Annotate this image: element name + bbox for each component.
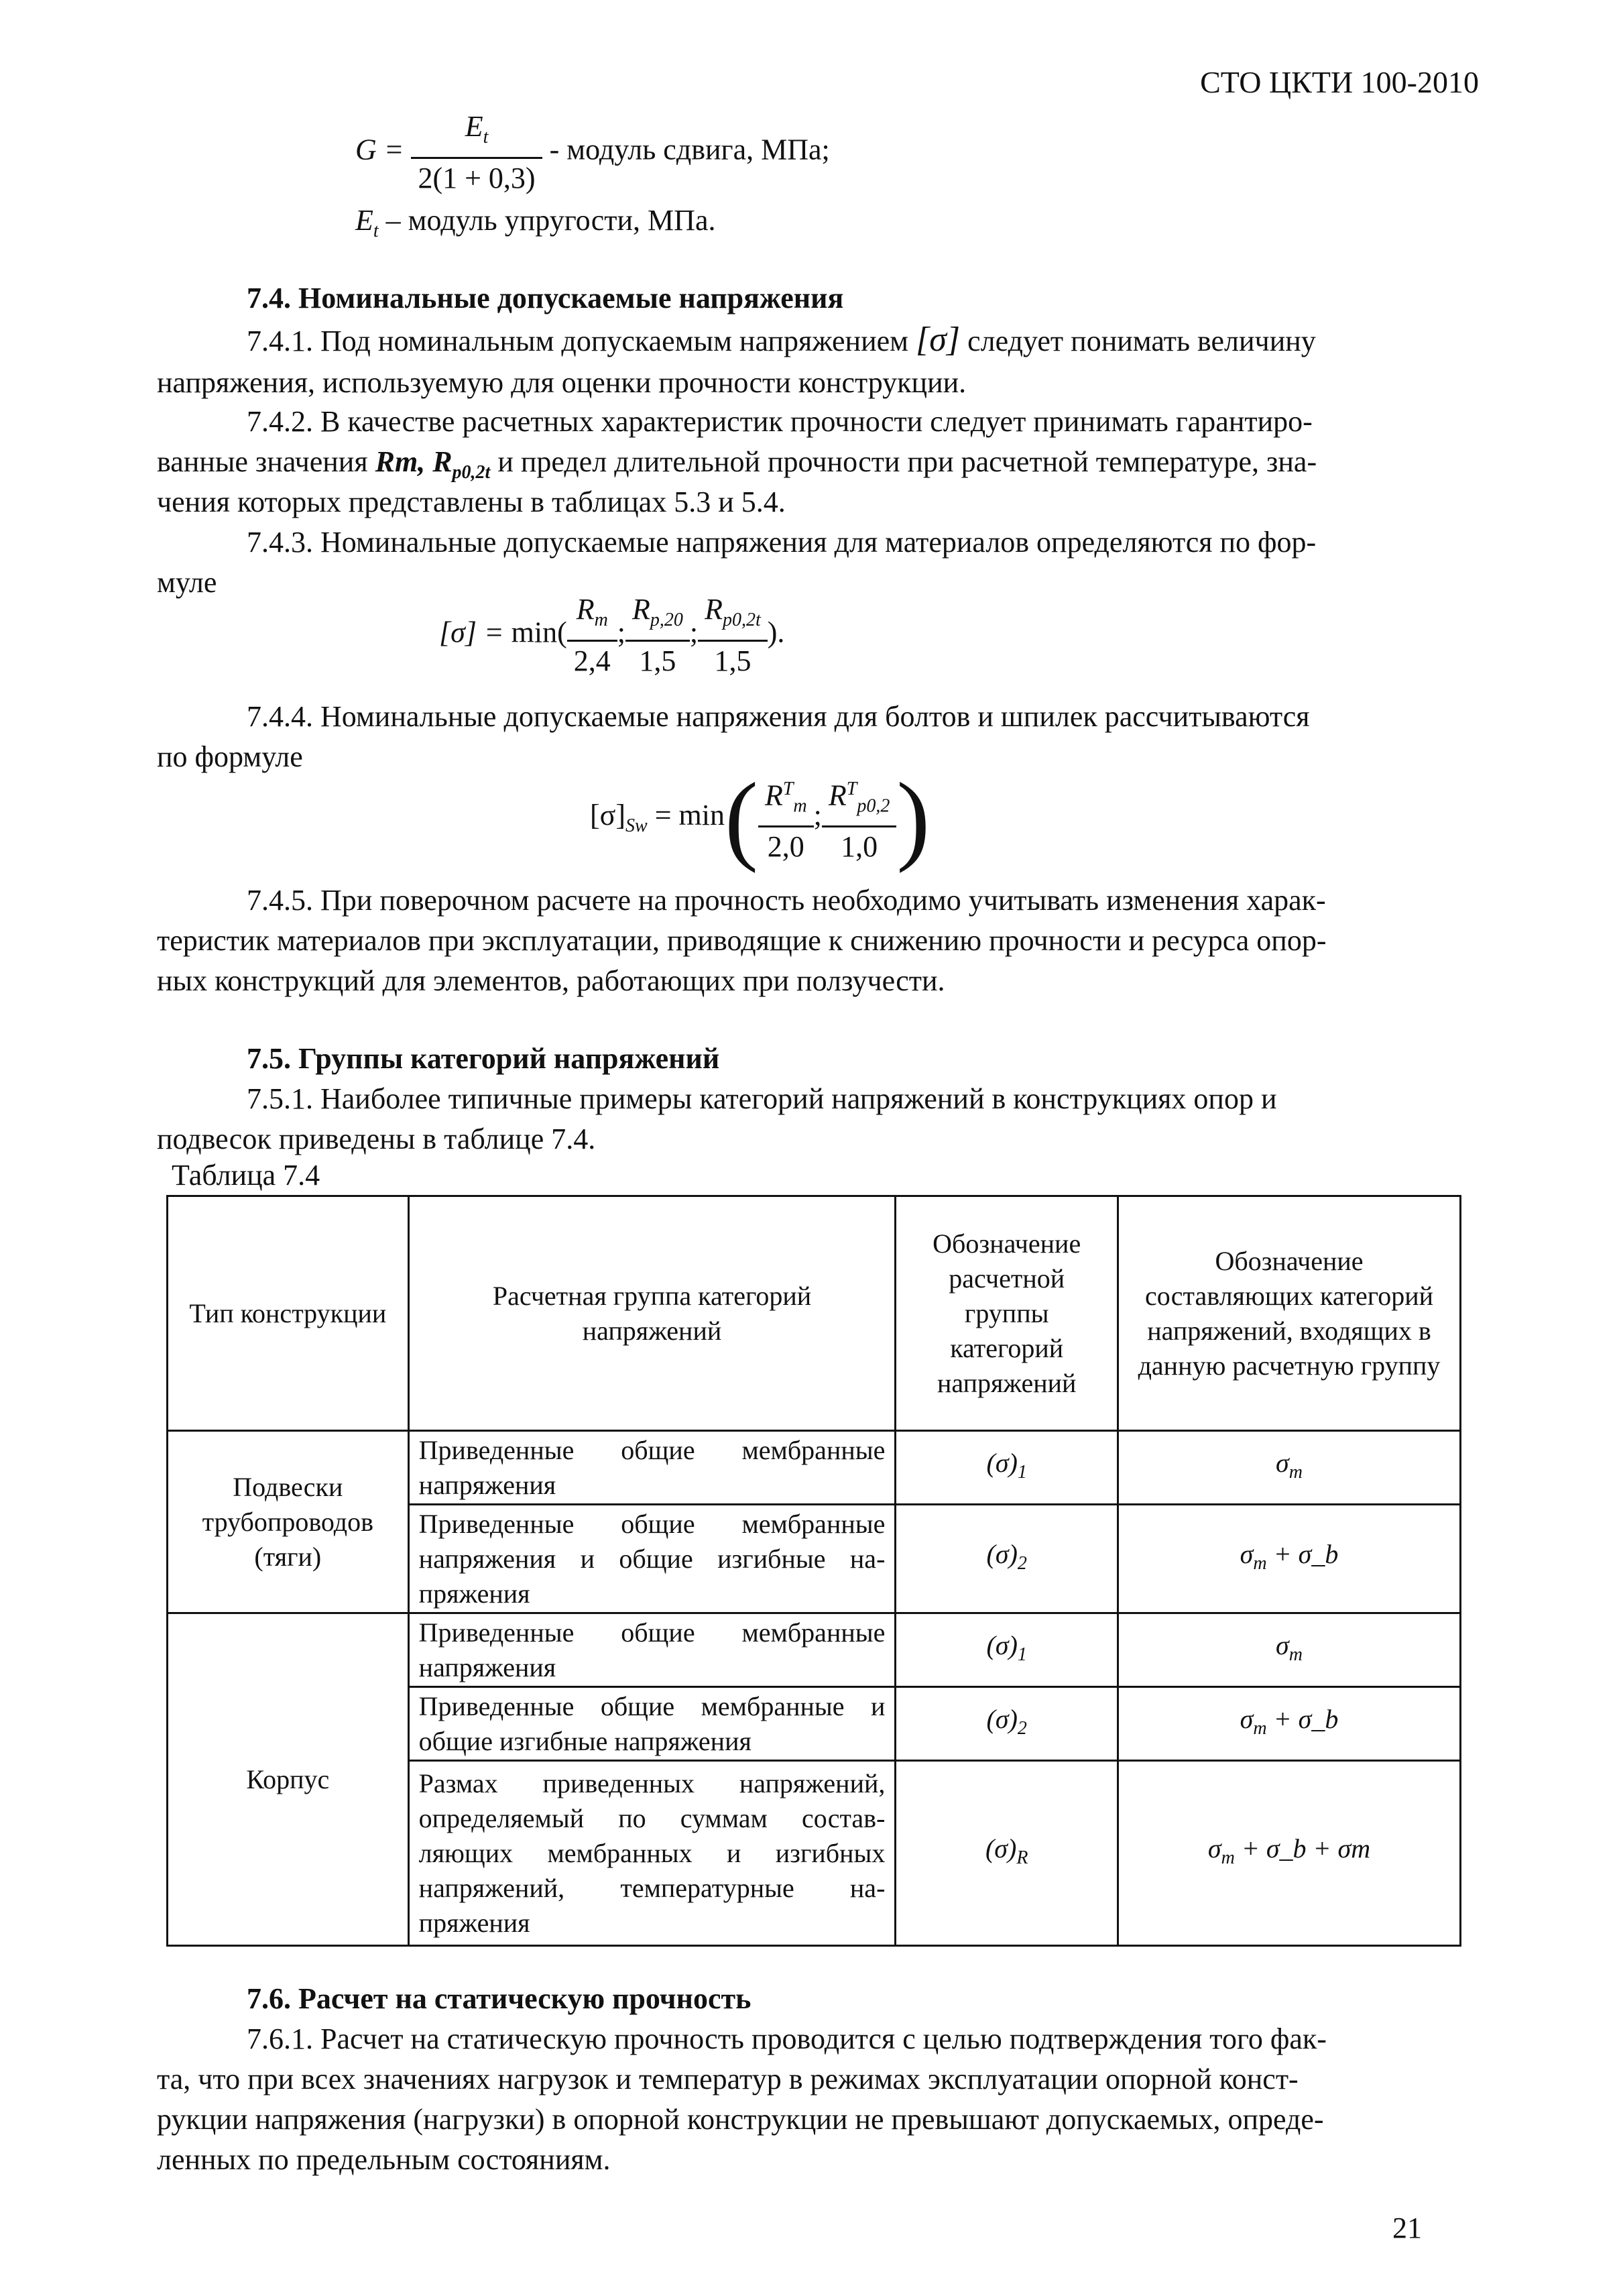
paragraph-7-4-5-cont: теристик материалов при эксплуатации, приводящие к снижению прочности и ресурса опор- bbox=[157, 924, 1327, 957]
paragraph-7-4-1-cont: напряжения, используемую для оценки прочности конструкции. bbox=[157, 366, 967, 399]
formula-bolt-allowable-stress: $[\sigma]_{Sw} = \min$( $\frac{R^T_m}{2,0}$ ; $\frac{R^T_{p0,2}}{1,0}$ ) bbox=[590, 762, 930, 874]
row-components: $\sigma_m$ bbox=[1118, 1613, 1461, 1687]
header-stress-group: Расчетная группа категорий напряжений bbox=[408, 1196, 896, 1431]
paragraph-7-5-1-cont: подвесок приведены в таблице 7.4. bbox=[157, 1123, 596, 1155]
row-description: Приведенные общие мембранные напряжения bbox=[408, 1613, 896, 1687]
group-hangers: Подвески трубопроводов (тяги) bbox=[168, 1431, 409, 1613]
fraction-rm: $\frac{R_m}{2,4}$ bbox=[567, 590, 617, 681]
fraction-rmT: $\frac{R^T_m}{2,0}$ bbox=[758, 770, 814, 866]
section-title-7-6: 7.6. Расчет на статическую прочность bbox=[247, 1982, 752, 2015]
row-description: Приведенные общие мембранные напряжения и общие изгибные на-пряжения bbox=[408, 1505, 896, 1613]
paragraph-7-6-1: 7.6.1. Расчет на статическую прочность проводится с целью подтверждения того фак- bbox=[247, 2022, 1327, 2055]
formula-elastic-modulus: $E_t$ – модуль упругости, МПа. bbox=[355, 204, 716, 241]
row-description: Размах приведенных напряжений, определяемый по суммам состав-ляющих мембранных и изгибных напряжений, температурные на-пряжения bbox=[408, 1761, 896, 1946]
paragraph-7-4-2-end: чения которых представлены в таблицах 5.3 и 5.4. bbox=[157, 485, 786, 518]
paragraph-7-6-1-c: рукции напряжения (нагрузки) в опорной конструкции не превышают допускаемых, опреде- bbox=[157, 2103, 1324, 2136]
table-row bbox=[168, 1613, 1461, 1687]
row-symbol: $(\sigma)_2$ bbox=[896, 1505, 1118, 1613]
section-title-7-5: 7.5. Группы категорий напряжений bbox=[247, 1042, 720, 1075]
allowable-stress-symbol: [σ] bbox=[916, 321, 961, 359]
row-components: $\sigma_m$ + σ_b bbox=[1118, 1505, 1461, 1613]
paragraph-7-4-5: 7.4.5. При поверочном расчете на прочность необходимо учитывать изменения харак- bbox=[247, 884, 1326, 917]
paragraph-7-4-2-cont: ванные значения Rm, $R_{p0,2t}$ и предел длительной прочности при расчетной температуре, зна- bbox=[157, 445, 1317, 483]
paragraph-7-4-5-end: ных конструкций для элементов, работающих при ползучести. bbox=[157, 964, 945, 997]
fraction-rp02t: $\frac{R_{p0,2t}}{1,5}$ bbox=[698, 590, 768, 681]
paragraph-7-5-1: 7.5.1. Наиболее типичные примеры категорий напряжений в конструкциях опор и bbox=[247, 1082, 1277, 1115]
stress-category-table bbox=[166, 1195, 1461, 1947]
header-components: Обозначение составляющих категорий напряжений, входящих в данную расчетную группу bbox=[1118, 1196, 1461, 1431]
row-symbol: $(\sigma)_1$ bbox=[896, 1431, 1118, 1505]
paragraph-7-6-1-d: ленных по предельным состояниям. bbox=[157, 2143, 611, 2176]
row-components: $\sigma_m$ bbox=[1118, 1431, 1461, 1505]
row-symbol: $(\sigma)_R$ bbox=[896, 1761, 1118, 1946]
page-number: 21 bbox=[1392, 2212, 1422, 2244]
document-id: СТО ЦКТИ 100-2010 bbox=[1200, 65, 1479, 99]
formula-shear-modulus bbox=[355, 107, 830, 198]
row-symbol: $(\sigma)_2$ bbox=[896, 1687, 1118, 1761]
row-components: $\sigma_m$ + σ_b bbox=[1118, 1687, 1461, 1761]
group-body: Корпус bbox=[168, 1613, 409, 1946]
formula-lhs: G = bbox=[355, 133, 404, 166]
fraction-rp02T: $\frac{R^T_{p0,2}}{1,0}$ bbox=[822, 770, 896, 866]
header-group-symbol: Обозначение расчетной группы категорий напряжений bbox=[896, 1196, 1118, 1431]
section-title-7-4: 7.4. Номинальные допускаемые напряжения bbox=[247, 282, 844, 314]
numerator: $E_t$ bbox=[411, 107, 542, 159]
denominator: 2(1 + 0,3) bbox=[418, 161, 536, 194]
row-symbol: $(\sigma)_1$ bbox=[896, 1613, 1118, 1687]
paragraph-7-4-4-cont: по формуле bbox=[157, 740, 303, 773]
paragraph-7-4-3: 7.4.3. Номинальные допускаемые напряжения для материалов определяются по фор- bbox=[247, 526, 1317, 559]
row-description: Приведенные общие мембранные и общие изгибные напряжения bbox=[408, 1687, 896, 1761]
table-header-row bbox=[168, 1196, 1461, 1431]
formula-description: - модуль сдвига, МПа; bbox=[549, 133, 830, 166]
row-description: Приведенные общие мембранные напряжения bbox=[408, 1431, 896, 1505]
paragraph-7-6-1-b: та, что при всех значениях нагрузок и температур в режимах эксплуатации опорной конст- bbox=[157, 2063, 1299, 2096]
paragraph-7-4-4: 7.4.4. Номинальные допускаемые напряжения для болтов и шпилек рассчитываются bbox=[247, 700, 1310, 733]
table-row bbox=[168, 1431, 1461, 1505]
header-structure-type: Тип конструкции bbox=[168, 1196, 409, 1431]
paragraph-7-4-2: 7.4.2. В качестве расчетных характеристик прочности следует принимать гарантиро- bbox=[247, 405, 1313, 438]
row-components: $\sigma_m$ + σ_b + σт bbox=[1118, 1761, 1461, 1946]
formula-allowable-stress: [σ] = min( $\frac{R_m}{2,4}$ ; $\frac{R_{p,20}}{1,5}$ ; $\frac{R_{p0,2t}}{1,5}$ ). bbox=[439, 590, 784, 681]
fraction-rp20: $\frac{R_{p,20}}{1,5}$ bbox=[625, 590, 690, 681]
paragraph-7-4-1: 7.4.1. Под номинальным допускаемым напряжением [σ] следует понимать величину bbox=[247, 321, 1316, 359]
fraction bbox=[411, 107, 542, 198]
table-caption: Таблица 7.4 bbox=[172, 1159, 320, 1192]
paragraph-7-4-3-cont: муле bbox=[157, 566, 217, 599]
